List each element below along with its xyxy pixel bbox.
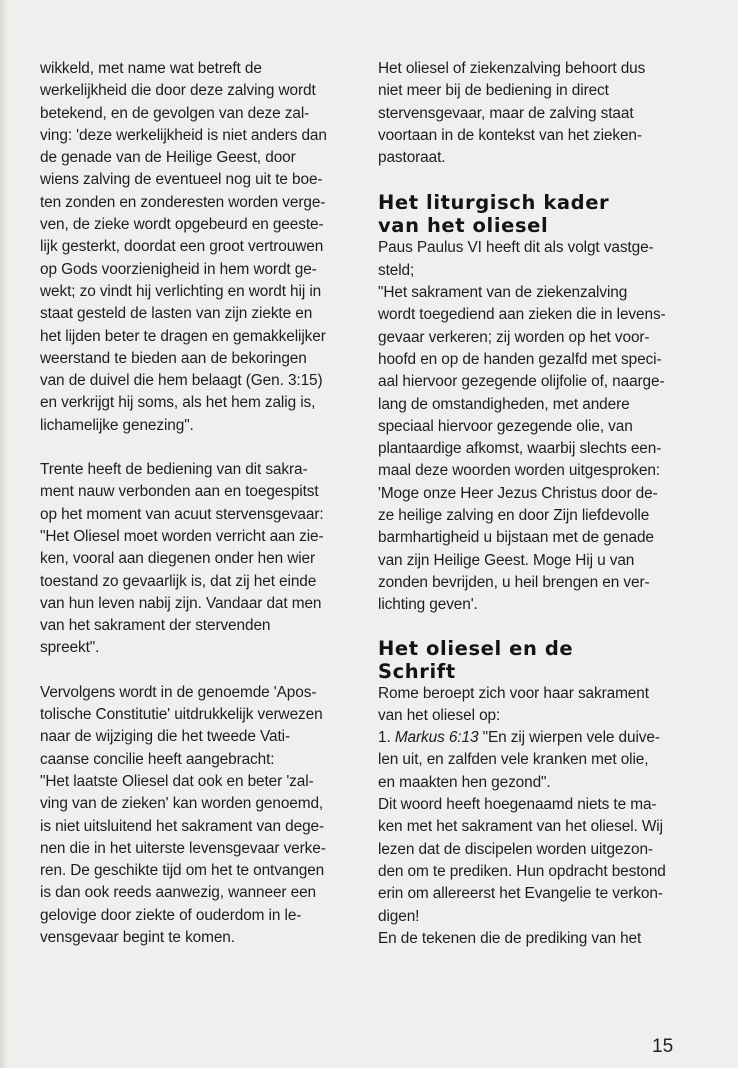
- text-line: staat gesteld de lasten van zijn ziekte en: [40, 305, 313, 323]
- text-line: steld;: [378, 261, 415, 279]
- left-paragraph-3: [40, 682, 356, 950]
- text-line: van het oliesel op:: [378, 706, 501, 724]
- text-line: Paus Paulus VI heeft dit als volgt vastge-: [378, 239, 654, 257]
- left-column: [40, 58, 356, 949]
- text-line: het lijden beter te dragen en gemakkelijker: [40, 327, 326, 345]
- text-line: en verkrijgt hij soms, als het hem zalig is,: [40, 394, 316, 412]
- text-line: op Gods voorzienigheid in hem wordt ge-: [40, 260, 317, 278]
- text-line: werkelijkheid die door deze zalving wordt: [40, 82, 316, 100]
- text-line: voortaan in de kontekst van het zieken-: [378, 126, 642, 144]
- text-line: zonden bevrijden, u heil brengen en ver-: [378, 573, 650, 591]
- text-line: is dan ook reeds aanwezig, wanneer een: [40, 884, 316, 902]
- text-line: pastoraat.: [378, 149, 446, 167]
- text-line: den om te prediken. Hun opdracht bestond: [378, 862, 666, 880]
- text-line: Vervolgens wordt in de genoemde 'Apos-: [40, 683, 317, 701]
- text-line: ten zonden en zonderesten worden verge-: [40, 193, 326, 211]
- paragraph-gap: [40, 660, 356, 682]
- text-line: ven, de zieke wordt opgebeurd en geeste-: [40, 216, 324, 234]
- quote-text: "En zij wierpen vele duive-: [478, 729, 660, 747]
- text-line: nen die in het uiterste levensgevaar verke-: [40, 839, 326, 857]
- text-line: op het moment van acuut stervensgevaar:: [40, 505, 324, 523]
- heading-line: van het oliesel: [378, 214, 549, 238]
- text-line: Dit woord heeft hoegenaamd niets te ma-: [378, 796, 657, 814]
- text-line: spreekt".: [40, 639, 100, 657]
- text-line: van hun leven nabij zijn. Vandaar dat men: [40, 594, 322, 612]
- text-line: digen!: [378, 907, 420, 925]
- text-line: wikkeld, met name wat betreft de: [40, 60, 262, 77]
- text-line: vensgevaar begint te komen.: [40, 928, 235, 946]
- text-line: en maakten hen gezond".: [378, 773, 551, 791]
- text-line: toestand zo gevaarlijk is, dat zij het einde: [40, 572, 317, 590]
- text-line: van zijn Heilige Geest. Moge Hij u van: [378, 551, 635, 569]
- text-line: wekt; zo vindt hij verlichting en wordt hij in: [40, 282, 322, 300]
- text-line: ken met het sakrament van het oliesel. Wij: [378, 818, 663, 836]
- right-paragraph-3: [378, 683, 696, 951]
- text-line: aal hiervoor gezegende olijfolie of, naarge-: [378, 373, 665, 391]
- text-line: hoofd en op de handen gezalfd met speci-: [378, 350, 662, 368]
- text-line: erin om allereerst het Evangelie te verkon-: [378, 885, 663, 903]
- text-line: tolische Constitutie' uitdrukkelijk verwezen: [40, 706, 323, 724]
- text-line: wiens zalving de eventueel nog uit te boe-: [40, 171, 323, 189]
- text-line: betekend, en de gevolgen van deze zal-: [40, 104, 310, 122]
- text-line: gelovige door ziekte of ouderdom in le-: [40, 906, 302, 924]
- text-line: van de duivel die hem belaagt (Gen. 3:15): [40, 372, 323, 390]
- text-line: ment nauw verbonden aan en toegespitst: [40, 483, 319, 501]
- scripture-quote-line: [378, 727, 696, 749]
- text-line: wordt toegediend aan zieken die in levens-: [378, 306, 666, 324]
- left-paragraph-1: [40, 58, 356, 437]
- text-line: Trente heeft de bediening van dit sakra-: [40, 461, 308, 479]
- text-line: is niet uitsluitend het sakrament van dege-: [40, 817, 325, 835]
- text-line: de genade van de Heilige Geest, door: [40, 149, 296, 167]
- heading-line: Schrift: [378, 659, 456, 683]
- right-paragraph-2: [378, 237, 696, 616]
- section-heading-oliesel-schrift: [378, 637, 696, 683]
- text-line: En de tekenen die de prediking van het: [378, 929, 642, 947]
- text-line: lichting geven'.: [378, 596, 478, 614]
- text-line: "Het laatste Oliesel dat ook en beter 'zal-: [40, 772, 314, 790]
- text-line: ving: 'deze werkelijkheid is niet anders dan: [40, 126, 327, 144]
- text-line: "Het sakrament van de ziekenzalving: [378, 284, 628, 302]
- text-line: ren. De geschikte tijd om het te ontvangen: [40, 862, 325, 880]
- text-line: Rome beroept zich voor haar sakrament: [378, 684, 649, 702]
- paragraph-gap: [40, 437, 356, 459]
- text-line: 'Moge onze Heer Jezus Christus door de-: [378, 484, 658, 502]
- section-heading-liturgisch-kader: [378, 191, 696, 237]
- right-column: [378, 58, 696, 950]
- text-line: lezen dat de discipelen worden uitgezon-: [378, 840, 653, 858]
- text-line: maal deze woorden worden uitgesproken:: [378, 462, 660, 480]
- text-line: ving van de zieken' kan worden genoemd,: [40, 795, 324, 813]
- page-edge-shadow: [0, 0, 8, 1068]
- text-line: lang de omstandigheden, met andere: [378, 395, 630, 413]
- right-paragraph-1: [378, 58, 696, 169]
- text-line: van het sakrament der stervenden: [40, 617, 271, 635]
- text-line: lijk gesterkt, doordat een groot vertrouwen: [40, 238, 324, 256]
- text-line: barmhartigheid u bijstaan met de genade: [378, 529, 654, 547]
- text-line: gevaar verkeren; zij worden op het voor-: [378, 328, 650, 346]
- text-line: naar de wijziging die het tweede Vati-: [40, 728, 291, 746]
- text-line: caanse concilie heeft aangebracht:: [40, 750, 275, 768]
- quote-number: 1.: [378, 729, 395, 747]
- text-line: ken, vooral aan diegenen onder hen wier: [40, 550, 316, 568]
- text-line: lichamelijke genezing".: [40, 416, 194, 434]
- text-line: stervensgevaar, maar de zalving staat: [378, 104, 634, 122]
- text-line: niet meer bij de bediening in direct: [378, 82, 609, 100]
- text-line: plantaardige afkomst, waarbij slechts een-: [378, 440, 662, 458]
- heading-line: Het oliesel en de: [378, 636, 574, 660]
- text-line: speciaal hiervoor gezegende olie, van: [378, 417, 633, 435]
- left-paragraph-2: [40, 459, 356, 660]
- text-line: Het oliesel of ziekenzalving behoort dus: [378, 60, 646, 77]
- scripture-reference: Markus 6:13: [394, 729, 479, 747]
- heading-line: Het liturgisch kader: [378, 191, 610, 215]
- page-number: 15: [652, 1036, 674, 1057]
- text-line: len uit, en zalfden vele kranken met olie,: [378, 751, 649, 769]
- text-line: ze heilige zalving en door Zijn liefdevolle: [378, 507, 650, 525]
- text-line: weerstand te bieden aan de bekoringen: [40, 349, 307, 367]
- text-line: "Het Oliesel moet worden verricht aan zie-: [40, 527, 324, 545]
